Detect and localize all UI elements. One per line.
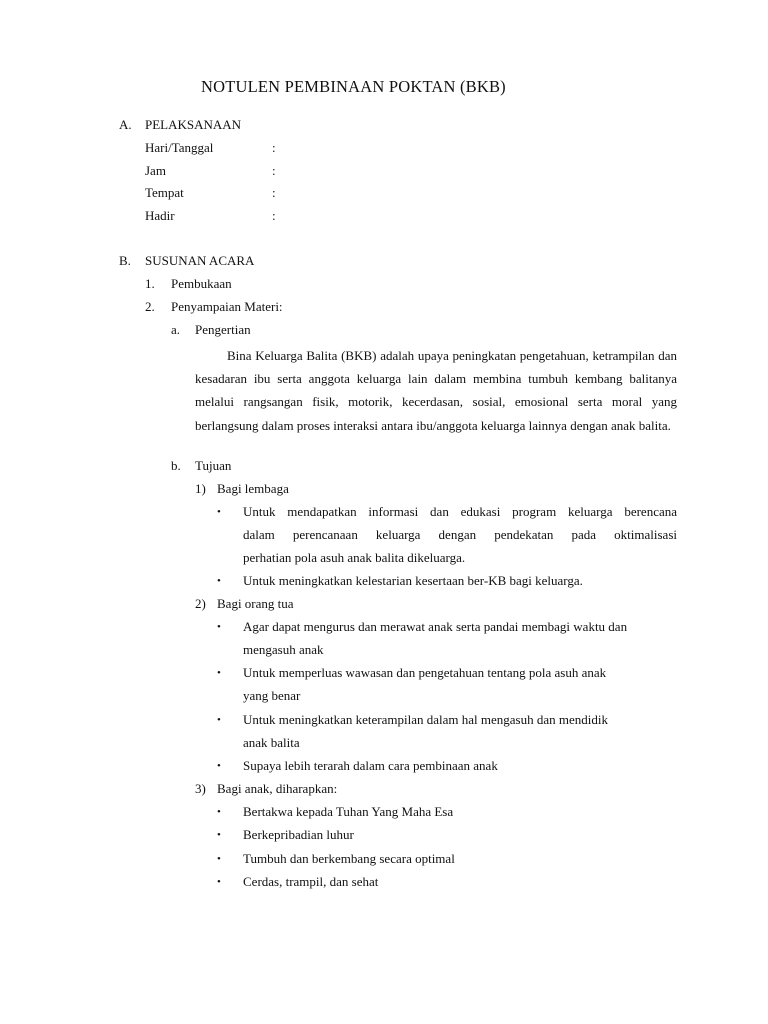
bullet-line: Berkepribadian luhur <box>243 827 354 842</box>
group-number: 3) <box>195 781 206 796</box>
bullet-icon: • <box>217 760 221 772</box>
list-number: 1. <box>145 276 155 291</box>
document-title: NOTULEN PEMBINAAN POKTAN (BKB) <box>201 77 506 96</box>
bullet-icon: • <box>217 853 221 865</box>
bullet-line: perhatian pola asuh anak balita dikeluarga. <box>243 550 466 565</box>
field-colon-jam: : <box>272 163 276 178</box>
bullet-line: Bertakwa kepada Tuhan Yang Maha Esa <box>243 804 454 819</box>
bullet-icon: • <box>217 806 221 818</box>
group-number: 2) <box>195 596 206 611</box>
field-label-tempat: Tempat <box>145 185 184 200</box>
list-number: 2. <box>145 299 155 314</box>
pengertian-heading: Pengertian <box>195 322 251 337</box>
section-b-letter: B. <box>119 253 131 268</box>
pengertian-paragraph: Bina Keluarga Balita (BKB) adalah upaya peningkatan pengetahuan, ketrampilan dan kesadaran ibu serta anggota keluarga lain dalam membina tumbuh kembang balitanya melalui rangsangan fisik, motorik, kecerdasan, sosial, emosional serta moral yang berlangsung dalam proses interaksi antara ibu/anggota keluarga lainnya dengan anak balita. <box>195 348 677 433</box>
bullet-line: mengasuh anak <box>243 642 324 657</box>
bullet-line: Tumbuh dan berkembang secara optimal <box>243 851 455 866</box>
field-colon-hari-tanggal: : <box>272 140 276 155</box>
bullet-icon: • <box>217 876 221 888</box>
sublist-letter: b. <box>171 458 181 473</box>
bullet-line: Supaya lebih terarah dalam cara pembinaan anak <box>243 758 498 773</box>
bullet-icon: • <box>217 506 221 518</box>
bullet-line: Cerdas, trampil, dan sehat <box>243 874 379 889</box>
bullet-line: Agar dapat mengurus dan merawat anak serta pandai membagi waktu dan <box>243 619 628 634</box>
sublist-letter: a. <box>171 322 181 337</box>
field-label-hadir: Hadir <box>145 208 175 223</box>
bullet-line: Untuk meningkatkan kelestarian kesertaan ber-KB bagi keluarga. <box>243 573 583 588</box>
bullet-line: Untuk meningkatkan keterampilan dalam hal mengasuh dan mendidik <box>243 712 608 727</box>
section-a-letter: A. <box>119 117 132 132</box>
list-item-pembukaan: Pembukaan <box>171 276 232 291</box>
section-b-heading: SUSUNAN ACARA <box>145 253 255 268</box>
group-heading-bagi-lembaga: Bagi lembaga <box>217 481 289 496</box>
group-heading-bagi-orang-tua: Bagi orang tua <box>217 596 294 611</box>
bullet-icon: • <box>217 621 221 633</box>
bullet-line: Untuk mendapatkan informasi dan edukasi program keluarga berencana <box>243 504 677 519</box>
group-number: 1) <box>195 481 206 496</box>
bullet-icon: • <box>217 667 221 679</box>
bullet-line: dalam perencanaan keluarga dengan pendekatan pada oktimalisasi <box>243 527 677 542</box>
bullet-icon: • <box>217 575 221 587</box>
bullet-line: anak balita <box>243 735 300 750</box>
field-label-hari-tanggal: Hari/Tanggal <box>145 140 214 155</box>
pengertian-paragraph-block <box>195 344 677 437</box>
tujuan-heading: Tujuan <box>195 458 232 473</box>
bullet-icon: • <box>217 714 221 726</box>
field-label-jam: Jam <box>145 163 166 178</box>
bullet-icon: • <box>217 829 221 841</box>
bullet-line: Untuk memperluas wawasan dan pengetahuan tentang pola asuh anak <box>243 665 607 680</box>
section-a-heading: PELAKSANAAN <box>145 117 242 132</box>
field-colon-tempat: : <box>272 185 276 200</box>
group-heading-bagi-anak: Bagi anak, diharapkan: <box>217 781 338 796</box>
list-item-penyampaian-materi: Penyampaian Materi: <box>171 299 283 314</box>
field-colon-hadir: : <box>272 208 276 223</box>
bullet-line: yang benar <box>243 688 301 703</box>
